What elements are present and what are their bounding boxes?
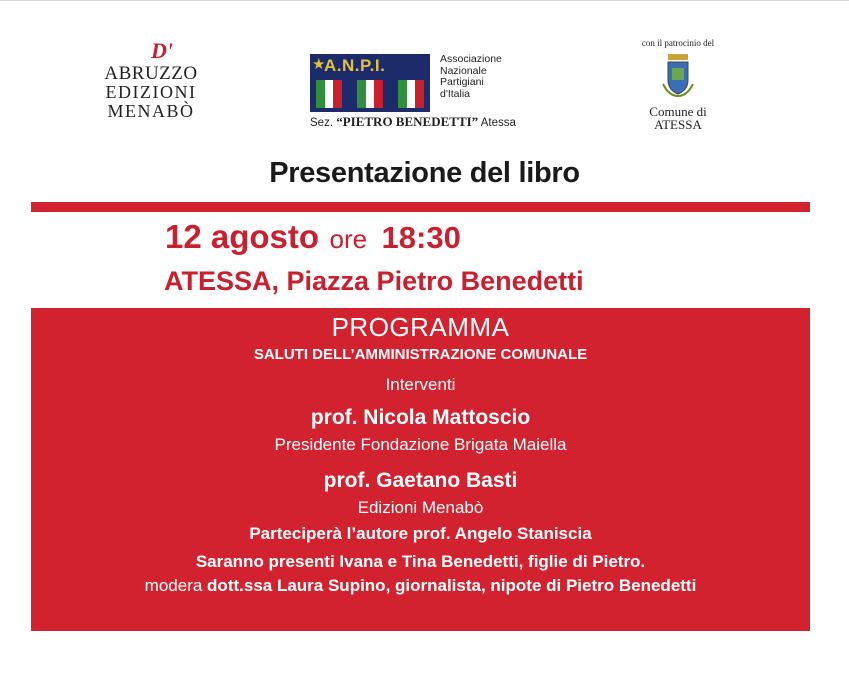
event-date: 12 agosto [165,218,320,255]
event-time: 18:30 [381,220,461,255]
event-ore-label: ore [329,224,368,254]
program-title: PROGRAMMA [331,312,510,342]
anpi-desc-line: Associazione [440,53,502,65]
italian-flag-icon [316,80,342,108]
italian-flag-icon [398,80,424,108]
program-box [31,308,810,631]
comune-name-line1: Comune di [649,104,707,119]
anpi-section-prefix: Sez. [310,117,334,129]
publisher-logo-mark: D' [151,38,173,63]
star-icon: ★ [312,56,326,73]
comune-name-line2: ATESSA [654,117,702,132]
author-line: Parteciperà l’autore prof. Angelo Staniscia [249,524,592,543]
publisher-logo [95,38,207,121]
event-place: ATESSA, Piazza Pietro Benedetti [164,266,584,296]
moderator-line [31,576,810,596]
anpi-badge [310,54,430,112]
guests-line: Saranno presenti Ivana e Tina Benedetti, figlie di Pietro. [195,552,646,571]
italian-flag-icon [357,80,383,108]
anpi-logo [310,52,540,132]
anpi-desc-line: Nazionale [440,64,487,77]
anpi-section [310,114,516,130]
anpi-desc-line: Partigiani [440,76,484,88]
publisher-logo-line3: MENABÒ [107,101,195,121]
event-datetime [165,218,461,256]
anpi-section-name: “PIETRO BENEDETTI” [336,114,479,129]
anpi-section-place: Atessa [480,117,516,129]
anpi-badge-text: A.N.P.I. [324,56,386,75]
speaker-1-role: Presidente Fondazione Brigata Maiella [274,435,567,454]
program-interventi: Interventi [385,375,456,394]
top-divider [0,0,849,1]
speaker-2-role: Edizioni Menabò [357,498,484,517]
anpi-desc-line: d'Italia [440,87,471,100]
anpi-description [440,54,502,100]
title-divider [31,202,810,212]
speaker-2-name: prof. Gaetano Basti [323,469,518,492]
speaker-1-name: prof. Nicola Mattoscio [310,406,531,429]
publisher-logo-line1: ABRUZZO [104,63,198,84]
publisher-logo-line2: EDIZIONI [105,82,197,102]
program-saluti: SALUTI DELL’AMMINISTRAZIONE COMUNALE [253,346,588,363]
moderator-name: dott.ssa Laura Supino, giornalista, nipote di Pietro Benedetti [207,576,697,595]
coat-of-arms-icon [659,54,697,98]
patrocinio-label: con il patrocinio del [641,38,715,48]
page-title: Presentazione del libro [269,157,580,189]
moderator-prefix: modera [144,576,203,595]
comune-logo [626,38,730,131]
